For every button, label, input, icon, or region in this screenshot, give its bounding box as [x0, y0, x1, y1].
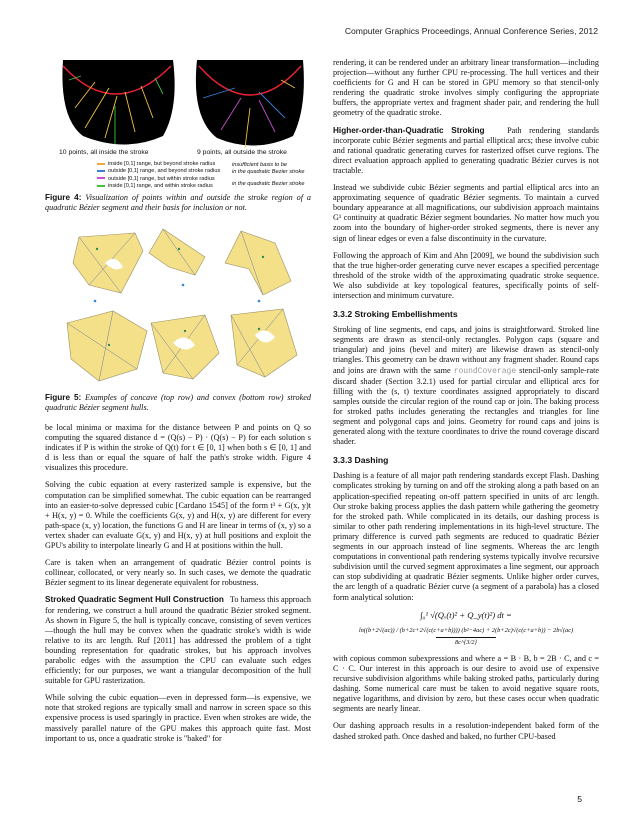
legend-swatch: [97, 170, 105, 172]
legend-swatch: [97, 177, 105, 179]
left-paragraph-5: While solving the cubic equation—even in depressed form—is expensive, we note that stroked regions are typically small and narrow in screen space so this expensive process is used sparingly in practice. Even when strokes are wide, the massively parallel nature of the GPU makes this approach quite fast. Most important to us, once a quadratic stroke is "baked" for: [45, 693, 311, 743]
legend-entry: inside [0,1] range, but beyond stroke radius: [97, 161, 220, 168]
paragraph-heading: Higher-order-than-Quadratic Stroking: [333, 125, 485, 135]
legend-entry: outside [0,1] range, and beyond stroke radius: [97, 168, 220, 175]
right-paragraph-3: Instead we subdivide cubic Bézier segments and partial elliptical arcs into an approximating sequence of quadratic Bézier segments. To maintain a curved boundary appearance at all magnifications, our subdivision approach maintains G¹ continuity at quadratic Bézier segment boundaries. No matter how much you zoom into the boundary of higher-order stroked segments, there is never any sign of linear edges or even a false discontinuity in the curvature.: [333, 183, 599, 243]
figure-5: [45, 223, 311, 393]
running-header: Computer Graphics Proceedings, Annual Conference Series, 2012: [344, 26, 598, 36]
hull-convex-1: [67, 311, 147, 381]
left-paragraph-3: Care is taken when an arrangement of quadratic Bézier control points is collinear, collocated, or very nearly so. In such cases, we demote the quadratic Bézier segment to its linear degenerate equivalent for robustness.: [45, 558, 311, 588]
legend-swatch: [97, 163, 105, 165]
figure-4-caption: Figure 4: Visualization of points within and outside the stroke region of a quadratic Bézier segment and their basis for inclusion or not.: [45, 193, 312, 212]
figure-4: [45, 58, 311, 193]
fig4-brace-notes: [232, 162, 304, 188]
right-paragraph-4: Following the approach of Kim and Ahn [2009], we bound the subdivision such that the true higher-order generating curve never escapes a specified percentage threshold of the stroke width of the approximating quadratic stroke sequence. We also subdivide at key topological features, specifically points of self-intersection and minimum curvature.: [333, 250, 599, 300]
hull-concave-3: [225, 231, 291, 295]
page-number: 5: [577, 794, 582, 804]
right-paragraph-5: Stroking of line segments, end caps, and joins is straightforward. Stroked line segments are drawn as stencil-only rectangles. Polygon caps (square and triangular) and joins (bevel and miter) are likewise drawn as stencil-only triangles. This geometry can be drawn without any fragment shader. Round caps and joins are drawn with the same roundCoverage stencil-only sample-rate discard shader (Section 3.2.1) used for partial circular and elliptical arcs for filling with the (s, t) texture coordinates assigned appropriately to discard samples outside the circular region of the round cap or join. The baking process for stroked paths includes generating the rectangles and triangles for line segment and polygonal caps and joins. Geometry for round caps and joins is generated along with the texture coordinates to drive the round coverage discard shader.: [333, 325, 599, 447]
hull-concave-2: [149, 229, 205, 275]
left-paragraph-2: Solving the cubic equation at every rasterized sample is expensive, but the computation can be simplified somewhat. The cubic equation can be rearranged into an easier-to-solve depressed cubic [Cardano 1545] of the form t³ + G(x, y)t + H(x, y) = 0. While the coefficients G(x, y) and H(x, y) are different for every path-space (x, y) location, the functions G and H are linear in terms of (x, y) so a vertex shader can evaluate G(x, y) and H(x, y) at hull positions and exploit the GPU's ability to interpolate linearly G and H at positions within the hull.: [45, 480, 311, 551]
paragraph-heading: Stroked Quadratic Segment Hull Construction: [45, 595, 224, 605]
section-heading-332: 3.3.2 Stroking Embellishments: [333, 309, 458, 320]
brace-note: in the quadratic Bezier stroke: [232, 169, 305, 176]
section-heading-333: 3.3.3 Dashing: [333, 455, 389, 466]
equation-line-3: 8c^{3/2}: [436, 637, 496, 648]
right-paragraph-8: Our dashing approach results in a resolution-independent baked form of the dashed stroked path. Once dashed and baked, no further CPU-based: [333, 721, 599, 741]
hull-convex-3: [231, 309, 297, 377]
right-paragraph-2: Higher-order-than-Quadratic Stroking Path rendering standards incorporate cubic Bézier segments and partial elliptical arcs; these involve cubic and rational quadratic generating curves for rasterized offset curve regions. The direct evaluation approach applied to generating quadratic Bézier curves is not tractable.: [333, 125, 599, 175]
right-column: [333, 58, 599, 749]
legend-entry: inside [0,1] range, and within stroke radius: [97, 183, 220, 190]
right-paragraph-7: with copious common subexpressions and where a = B · B, b = 2B · C, and c = C · C. Our interest in this approach is our desire to avoid use of expensive recursive subdivision algorithms while baking stroked paths, particularly during dashing. Some numerical care must be taken to avoid negative square roots, negative logarithms, and division by zero, but these cases occur when quadratic segments are nearly linear.: [333, 653, 599, 714]
equation-line-2: ln((b+2√(ac)) / (b+2c+2√(c(c+a+b)))) (b²−4ac) + 2(b+2c)√(c(c+a+b)) − 2b√(ac): [358, 626, 574, 634]
legend-swatch: [97, 185, 105, 187]
brace-note: insufficient basis to be: [232, 162, 288, 168]
code-identifier: roundCoverage: [453, 366, 517, 376]
fig4-legend: [97, 161, 220, 191]
right-paragraph-1: rendering, it can be rendered under an arbitrary linear transformation—including projection—without any further CPU re-processing. The hull vertices and their coefficients for G and H can be stored in GPU memory so that stencil-only rendering the quadratic stroke involves simply configuring the appropriate buffers, the appropriate vertex and fragment shader pair, and rendering the hull geometry of the quadratic stroke.: [333, 58, 599, 118]
figure-5-caption: Figure 5: Examples of concave (top row) and convex (bottom row) stroked quadratic Bézier segment hulls.: [45, 393, 312, 412]
figure-5-graphic: [45, 223, 311, 393]
left-column: [45, 58, 311, 751]
fig4-label-left: 10 points, all inside the stroke: [59, 149, 149, 156]
equation-line-1: ∫₀¹ √(Qₓ(t)² + Q_y(t)²) dt =: [420, 609, 512, 620]
stroke-hull-right: [196, 60, 304, 146]
right-paragraph-6: Dashing is a feature of all major path rendering standards except Flash. Dashing complicates stroking by turning on and off the stroking along a path based on an application-specified repeating on-off pattern specified in units of arc length. Our stroke baking process applies the dash pattern while gathering the geometry for the stroked path. While complicated in its details, our dashing process is similar to other path rendering implementations in its high-level structure. The primary difference is curved path segments are reduced to quadratic Bézier segments in our approach instead of line segments. Whereas the arc length computations in conventional path rendering systems typically involve recursive subdivision until the curved segment approximates a line segment, our approach can stop subdividing at quadratic Bézier segments. Unlike higher order curves, the arc length of a quadratic Bézier curve (a segment of a parabola) has a closed form analytical solution:: [333, 471, 599, 602]
left-paragraph-4: Stroked Quadratic Segment Hull Construction To harness this approach for rendering, we construct a hull around the quadratic Bézier stroked segment. As shown in Figure 5, the hull is typically concave, consisting of seven vertices—though the hull may be convex when the quadratic stroke's width is wide relative to its arc length. Ruf [2011] has addressed the problem of a tight bounding representation for quadratic strokes, but his approach involves parabolic edges with the assumption the CPU can evaluate such edges efficiently; for our purposes, we want a triangular decomposition of the hull suitable for GPU rasterization.: [45, 595, 311, 686]
fig4-label-right: 9 points, all outside the stroke: [197, 149, 287, 156]
brace-note: in the quadratic Bezier stroke: [232, 180, 305, 187]
legend-entry: outside [0,1] range, but within stroke radius: [97, 176, 220, 183]
left-paragraph-1: be local minima or maxima for the distance between P and points on Q so computing the squared distance d = (Q(s) − P) · (Q(s) − P) for each solution s indicates if P is within the stroke of Q(t) for t ∈ [0, 1] when both s ∈ [0, 1] and d is less than or equal the square of half the path's stroke width. Figure 4 visualizes this procedure.: [45, 423, 311, 473]
